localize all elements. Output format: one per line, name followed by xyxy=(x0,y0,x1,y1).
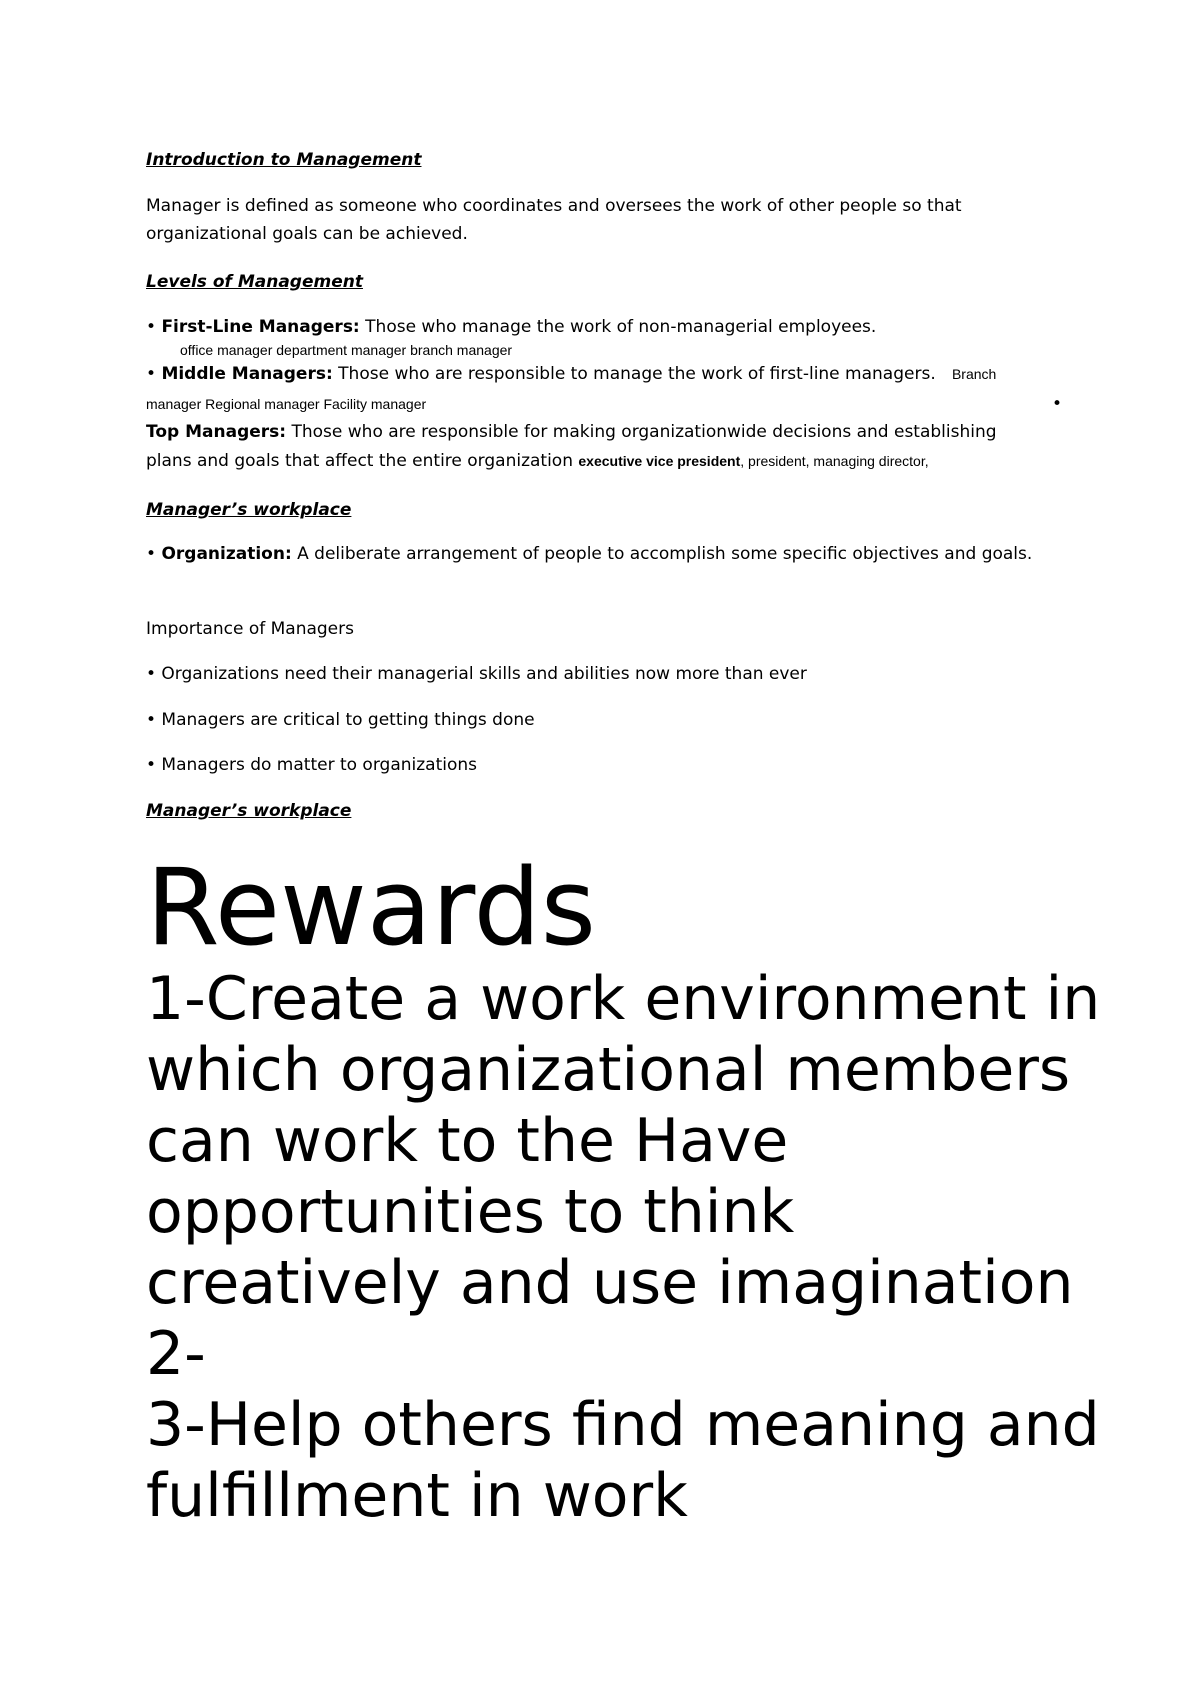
first-line-examples: office manager department manager branch manager xyxy=(180,342,513,358)
middle-examples-part1: Branch xyxy=(951,366,997,382)
importance-item: • Managers do matter to organizations xyxy=(146,755,477,775)
organization-item xyxy=(146,540,1066,568)
importance-heading: Importance of Managers xyxy=(146,619,354,639)
organization-desc: A deliberate arrangement of people to accomplish some specific objectives and goals. xyxy=(291,544,1033,564)
middle-examples-part2: manager Regional manager Facility manager xyxy=(146,396,427,412)
middle-desc: Those who are responsible to manage the work of first-line managers. xyxy=(332,364,936,384)
bullet: • xyxy=(146,544,162,564)
workplace-heading: Manager’s workplace xyxy=(146,500,352,520)
intro-heading: Introduction to Management xyxy=(146,150,422,170)
top-term: Top Managers: xyxy=(146,422,287,442)
rewards-item-3: 3-Help others find meaning and fulfillment in work xyxy=(146,1390,1100,1531)
top-item-line1 xyxy=(146,418,1066,446)
rewards-title: Rewards xyxy=(146,846,596,969)
bullet: • xyxy=(146,317,162,337)
top-desc1: Those who are responsible for making organizationwide decisions and establishing xyxy=(286,422,997,442)
top-example-bold: executive vice president xyxy=(578,453,741,469)
stray-bullet: • xyxy=(1052,394,1063,414)
top-desc2: plans and goals that affect the entire organization xyxy=(146,451,579,471)
importance-item: • Managers are critical to getting things done xyxy=(146,710,535,730)
middle-term: Middle Managers: xyxy=(161,364,333,384)
first-line-desc: Those who manage the work of non-managerial employees. xyxy=(359,317,877,337)
middle-item xyxy=(146,360,1066,388)
organization-term: Organization: xyxy=(161,544,292,564)
levels-heading: Levels of Management xyxy=(146,272,363,292)
top-example-rest: , president, managing director, xyxy=(740,453,929,469)
rewards-body xyxy=(146,964,1106,1532)
rewards-item-1: 1-Create a work environment in which organizational members can work to the Have opportunities to think creatively and use imagination 2- xyxy=(146,964,1101,1389)
first-line-term: First-Line Managers: xyxy=(161,317,360,337)
bullet: • xyxy=(146,364,162,384)
manager-definition: Manager is defined as someone who coordinates and oversees the work of other people so that organizational goals can be achieved. xyxy=(146,196,962,244)
importance-item: • Organizations need their managerial skills and abilities now more than ever xyxy=(146,664,807,684)
workplace-heading-2: Manager’s workplace xyxy=(146,801,352,821)
top-item-line2 xyxy=(146,447,1066,475)
